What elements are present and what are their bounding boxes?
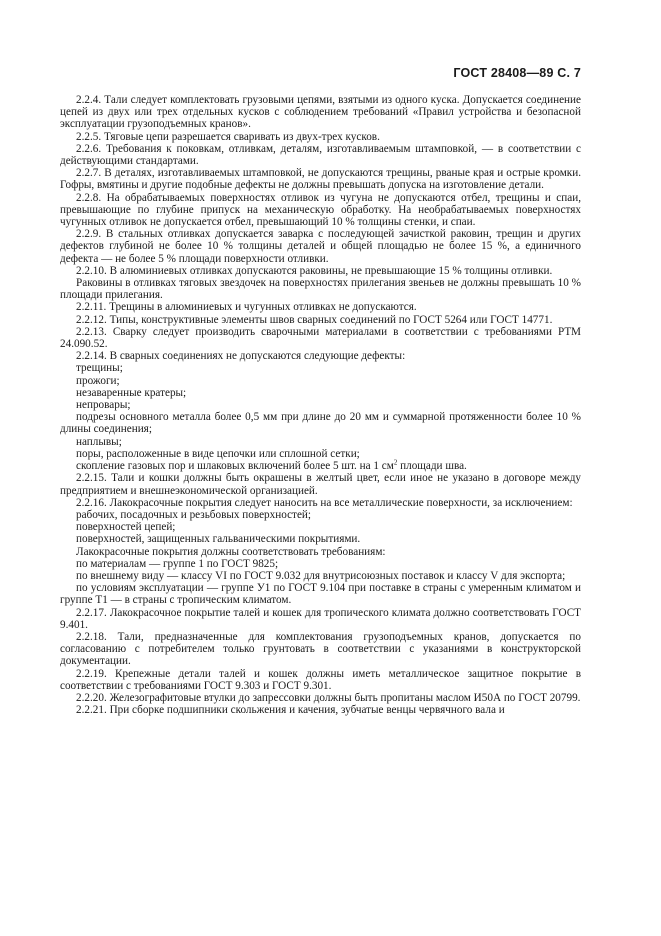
page-header: ГОСТ 28408—89 С. 7 (453, 66, 581, 80)
clause-2-2-4: 2.2.4. Тали следует комплектовать грузовыми цепями, взятыми из одного куска. Допускается соединение цепей из двух или трех отдельных кусков с соблюдением требований «Правил устройства и безопасной эксплуатации грузоподъемных кранов». (60, 94, 581, 131)
clause-2-2-15: 2.2.15. Тали и кошки должны быть окрашены в желтый цвет, если иное не указано в договоре между предприятием и внешнеэкономической организацией. (60, 472, 581, 497)
clause-2-2-18: 2.2.18. Тали, предназначенные для комплектования грузоподъемных кранов, допускается по согласованию с потребителем только грунтовать в соответствии с указаниями в конструкторской документации. (60, 630, 581, 668)
clause-2-2-8: 2.2.8. На обрабатываемых поверхностях отливок из чугуна не допускаются отбел, трещины и спаи, превышающие по глубине припуск на механическую обработку. На необрабатываемых поверхностях чугунных отливок не допускается отбел, превышающий 10 % толщины стенки, и спаи. (60, 191, 581, 229)
list-item: непровары; (76, 399, 131, 412)
document-body (60, 94, 581, 716)
list-item: подрезы основного металла более 0,5 мм при длине до 20 мм и суммарной протяженности более 10 % длины соединения; (60, 411, 581, 436)
clause-2-2-21: 2.2.21. При сборке подшипники скольжения и качения, зубчатые венцы червячного вала и (76, 704, 505, 717)
clause-2-2-20: 2.2.20. Железографитовые втулки до запрессовки должны быть пропитаны маслом И50А по ГОСТ 20799. (76, 691, 581, 704)
clause-2-2-17: 2.2.17. Лакокрасочное покрытие талей и кошек для тропического климата должно соответствовать ГОСТ 9.401. (60, 606, 581, 631)
list-item: по условиям эксплуатации — группе У1 по ГОСТ 9.104 при поставке в страны с умеренным климатом и группе Т1 — в страны с тропическим климатом. (60, 582, 581, 607)
clause-2-2-7: 2.2.7. В деталях, изготавливаемых штамповкой, не допускаются трещины, рваные края и острые кромки. Гофры, вмятины и другие подобные дефекты не должны превышать допуска на изготовление детали. (60, 167, 581, 192)
list-item (60, 460, 581, 472)
clause-2-2-6: 2.2.6. Требования к поковкам, отливкам, деталям, изготавливаемым штамповкой, — в соответствии с действующими стандартами. (60, 142, 581, 168)
list-item-tail: площади шва. (397, 460, 467, 473)
list-item-text: скопление газовых пор и шлаковых включений более 5 шт. на 1 см (76, 460, 394, 473)
list-item: незаваренные кратеры; (76, 386, 187, 399)
clause-2-2-12: 2.2.12. Типы, конструктивные элементы швов сварных соединений по ГОСТ 5264 или ГОСТ 14771. (76, 313, 553, 326)
clause-2-2-14: 2.2.14. В сварных соединениях не допускаются следующие дефекты: (76, 350, 406, 363)
list-item: поры, расположенные в виде цепочки или сплошной сетки; (76, 447, 360, 460)
paragraph: Раковины в отливках тяговых звездочек на поверхностях прилегания звеньев не должны превышать 10 % площади прилегания. (60, 277, 581, 302)
list-item: рабочих, посадочных и резьбовых поверхностей; (76, 508, 312, 521)
clause-2-2-5: 2.2.5. Тяговые цепи разрешается сваривать из двух-трех кусков. (76, 130, 380, 143)
list-item: прожоги; (76, 374, 120, 387)
superscript: 2 (393, 458, 398, 467)
list-item: по внешнему виду — классу VI по ГОСТ 9.032 для внутрисоюзных поставок и классу V для экспорта; (76, 569, 566, 582)
clause-2-2-9: 2.2.9. В стальных отливках допускается заварка с последующей зачисткой раковин, трещин и других дефектов глубиной не более 10 % толщины деталей и общей площадью не более 15 %, а единичного дефекта — не более 5 % площади поверхности отливки. (60, 228, 581, 265)
list-item: поверхностей, защищенных гальваническими покрытиями. (76, 533, 361, 546)
list-item: по материалам — группе 1 по ГОСТ 9825; (76, 557, 279, 570)
clause-2-2-19: 2.2.19. Крепежные детали талей и кошек должны иметь металлическое защитное покрытие в соответствии с требованиями ГОСТ 9.303 и ГОСТ 9.301. (60, 667, 581, 692)
list-item: поверхностей цепей; (76, 521, 176, 534)
clause-2-2-16: 2.2.16. Лакокрасочные покрытия следует наносить на все металлические поверхности, за исключением: (76, 496, 573, 509)
list-item: трещины; (76, 362, 123, 375)
clause-2-2-13: 2.2.13. Сварку следует производить сварочными материалами в соответствии с требованиями РТМ 24.090.52. (60, 325, 581, 351)
clause-2-2-11: 2.2.11. Трещины в алюминиевых и чугунных отливках не допускаются. (76, 301, 417, 314)
list-item: наплывы; (76, 435, 122, 448)
clause-2-2-10: 2.2.10. В алюминиевых отливках допускаются раковины, не превышающие 15 % толщины отливки. (76, 264, 553, 277)
paragraph: Лакокрасочные покрытия должны соответствовать требованиям: (76, 545, 386, 558)
